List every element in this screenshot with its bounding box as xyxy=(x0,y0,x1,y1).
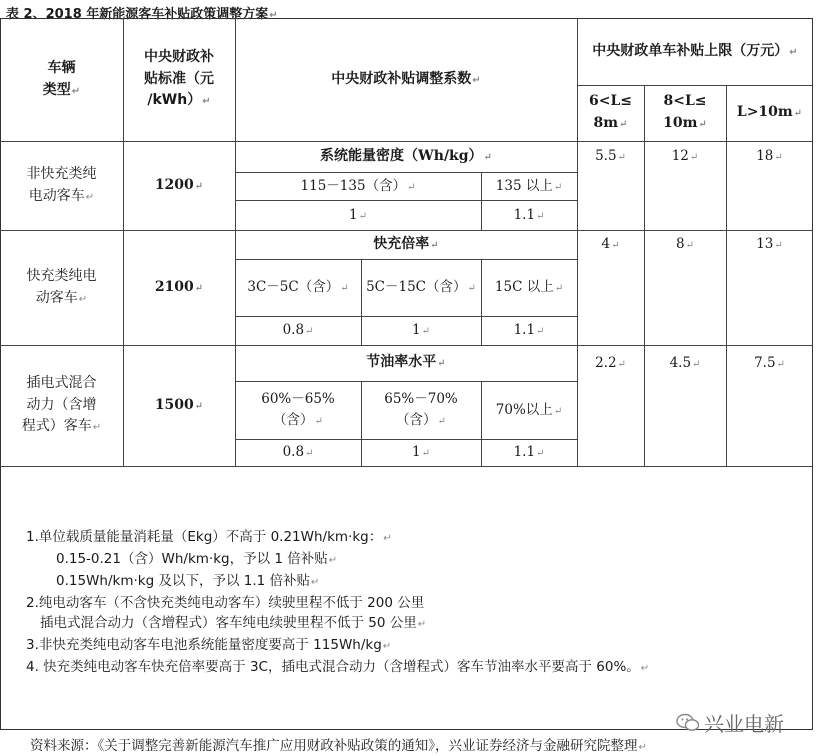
band-cell: 115－135（含）↵ xyxy=(300,177,416,194)
note-line: 3.非快充类纯电动客车电池系统能量密度要高于 115Wh/kg↵ xyxy=(26,637,392,653)
band-cell: 70%以上↵ xyxy=(495,401,563,418)
band-cell: 5C－15C（含）↵ xyxy=(366,279,476,296)
row-metric: 快充倍率↵ xyxy=(373,235,439,252)
coefficient-cell: 1↵ xyxy=(412,444,430,461)
coefficient-cell: 1↵ xyxy=(349,206,367,223)
header-length-8-10m: 8<L≤ 10m↵ xyxy=(663,93,707,131)
watermark: 兴业电新 xyxy=(676,708,784,737)
row-standard: 1500↵ xyxy=(154,396,204,413)
cap-cell: 13↵ xyxy=(756,236,783,253)
note-line: 插电式混合动力（含增程式）客车纯电续驶里程不低于 50 公里↵ xyxy=(40,615,427,631)
note-line: 0.15Wh/km·kg 及以下，予以 1.1 倍补贴↵ xyxy=(56,573,320,589)
coefficient-cell: 1.1↵ xyxy=(513,206,545,223)
note-line: 2.纯电动客车（不含快充类纯电动客车）续驶里程不低于 200 公里 xyxy=(26,595,425,611)
coefficient-cell: 1.1↵ xyxy=(513,444,545,461)
source-note: 资料来源：《关于调整完善新能源汽车推广应用财政补贴政策的通知》，兴业证券经济与金融研究院整理↵ xyxy=(30,738,647,754)
row-metric: 系统能量密度（Wh/kg）↵ xyxy=(320,147,492,164)
cap-cell: 2.2↵ xyxy=(595,354,626,371)
band-cell: 135 以上↵ xyxy=(495,177,563,194)
coefficient-cell: 0.8↵ xyxy=(282,322,314,339)
row-standard: 2100↵ xyxy=(154,278,204,295)
coefficient-cell: 1↵ xyxy=(412,322,430,339)
note-line: 0.15-0.21（含）Wh/km·kg，予以 1 倍补贴↵ xyxy=(56,551,338,567)
wechat-icon xyxy=(676,713,700,733)
table-caption: 表 2、2018 年新能源客车补贴政策调整方案↵ xyxy=(6,7,278,22)
cap-cell: 18↵ xyxy=(756,148,783,165)
header-vehicle-type: 车辆 类型↵ xyxy=(42,59,81,98)
header-length-over-10m: L>10m↵ xyxy=(736,104,803,121)
band-cell: 65%－70% （含）↵ xyxy=(384,391,458,428)
header-adjust-coefficient: 中央财政补贴调整系数↵ xyxy=(331,70,481,87)
row-metric: 节油率水平↵ xyxy=(366,354,446,371)
cap-cell: 7.5↵ xyxy=(754,354,785,371)
header-length-6-8m: 6<L≤ 8m↵ xyxy=(588,93,633,131)
coefficient-cell: 0.8↵ xyxy=(282,444,314,461)
cap-cell: 12↵ xyxy=(671,148,699,165)
row-type: 插电式混合 动力（含增 程式）客车↵ xyxy=(21,374,102,435)
cap-cell: 5.5↵ xyxy=(595,148,626,165)
band-cell: 60%－65% （含）↵ xyxy=(261,391,335,428)
note-line: 1.单位载质量能量消耗量（Ekg）不高于 0.21Wh/km·kg：↵ xyxy=(26,529,392,545)
header-cap: 中央财政单车补贴上限（万元）↵ xyxy=(592,42,798,59)
coefficient-cell: 1.1↵ xyxy=(513,322,545,339)
cap-cell: 8↵ xyxy=(676,236,694,253)
note-line: 4. 快充类纯电动客车快充倍率要高于 3C，插电式混合动力（含增程式）客车节油率水平要高于 60%。↵ xyxy=(26,659,650,675)
row-standard: 1200↵ xyxy=(154,176,204,193)
cap-cell: 4↵ xyxy=(601,236,620,253)
band-cell: 15C 以上↵ xyxy=(494,279,564,296)
band-cell: 3C－5C（含）↵ xyxy=(247,279,349,296)
cap-cell: 4.5↵ xyxy=(669,354,701,371)
row-type: 非快充类纯 电动客车↵ xyxy=(26,165,97,204)
notes-block xyxy=(26,527,649,679)
row-type: 快充类纯电 动客车↵ xyxy=(26,267,97,306)
header-subsidy-standard: 中央财政补 贴标准（元 /kWh）↵ xyxy=(144,48,214,109)
